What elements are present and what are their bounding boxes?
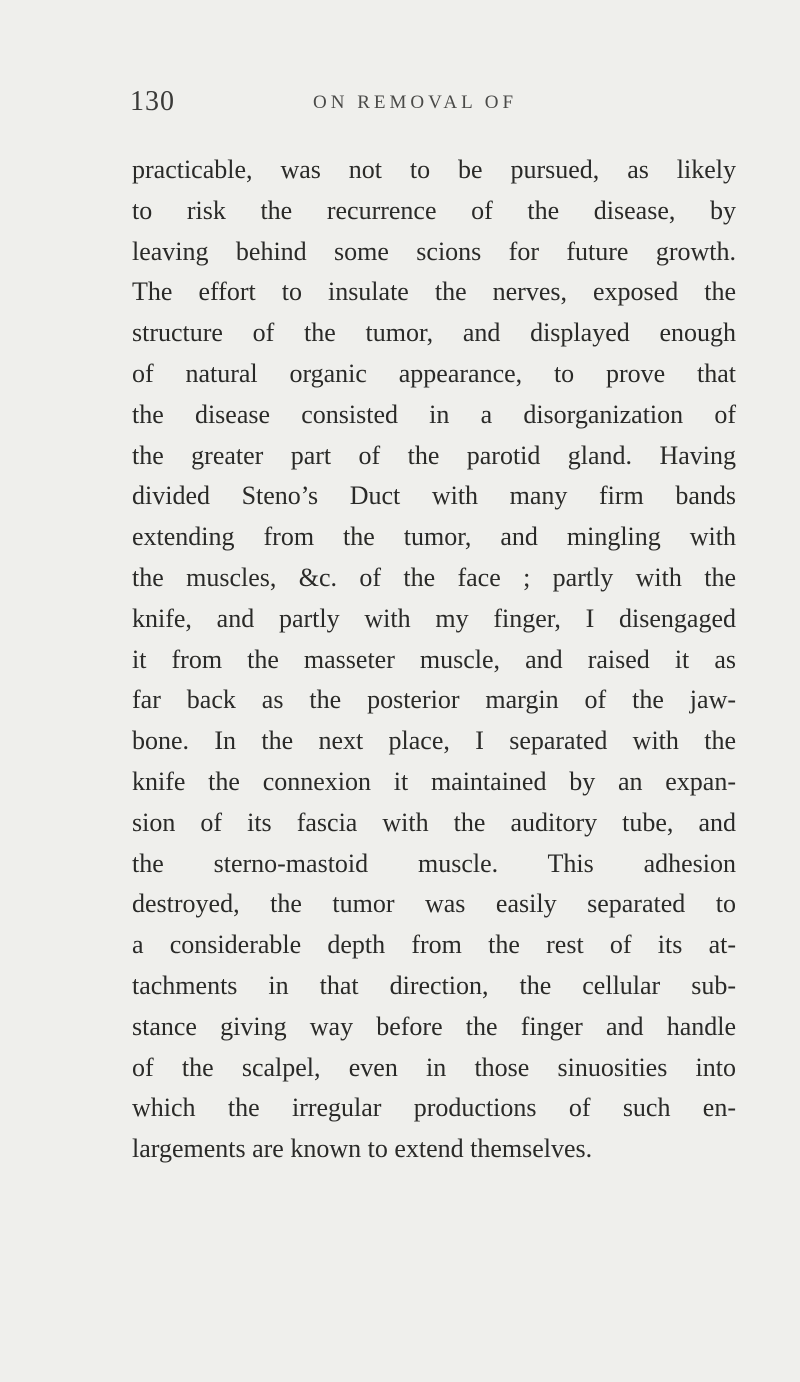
text-line: the disease consisted in a disorganization of <box>132 399 736 429</box>
text-line: tachments in that direction, the cellular sub- <box>132 970 736 1000</box>
text-line: which the irregular productions of such en- <box>132 1093 736 1123</box>
text-line: sion of its fascia with the auditory tube, and <box>132 807 736 837</box>
text-line-last: largements are known to extend themselves. <box>132 1134 593 1164</box>
text-line: stance giving way before the finger and handle <box>132 1011 736 1041</box>
text-line: destroyed, the tumor was easily separated to <box>132 889 736 919</box>
text-line: the sterno-mastoid muscle. This adhesion <box>132 848 736 878</box>
text-line: The effort to insulate the nerves, exposed the <box>132 277 736 307</box>
text-line: far back as the posterior margin of the jaw- <box>132 685 736 715</box>
running-head: ON REMOVAL OF <box>313 92 518 113</box>
text-line: divided Steno’s Duct with many firm bands <box>132 481 736 511</box>
text-line: the greater part of the parotid gland. Having <box>132 440 736 470</box>
body-text <box>132 150 736 1170</box>
page-header <box>130 86 730 126</box>
text-line: extending from the tumor, and mingling with <box>132 522 736 552</box>
text-line: leaving behind some scions for future growth. <box>132 236 736 266</box>
page-number: 130 <box>130 86 175 117</box>
text-line: of natural organic appearance, to prove that <box>132 358 736 388</box>
text-line: bone. In the next place, I separated with the <box>132 726 736 756</box>
text-line: structure of the tumor, and displayed enough <box>132 318 736 348</box>
text-line: to risk the recurrence of the disease, by <box>132 195 736 225</box>
text-line: of the scalpel, even in those sinuosities into <box>132 1052 736 1082</box>
text-line: it from the masseter muscle, and raised it as <box>132 644 736 674</box>
text-line: the muscles, &c. of the face ; partly with the <box>132 562 736 592</box>
text-line: knife the connexion it maintained by an expan- <box>132 766 736 796</box>
text-line: practicable, was not to be pursued, as likely <box>132 155 736 184</box>
text-line: knife, and partly with my finger, I disengaged <box>132 603 736 633</box>
text-line: a considerable depth from the rest of its at- <box>132 930 736 960</box>
